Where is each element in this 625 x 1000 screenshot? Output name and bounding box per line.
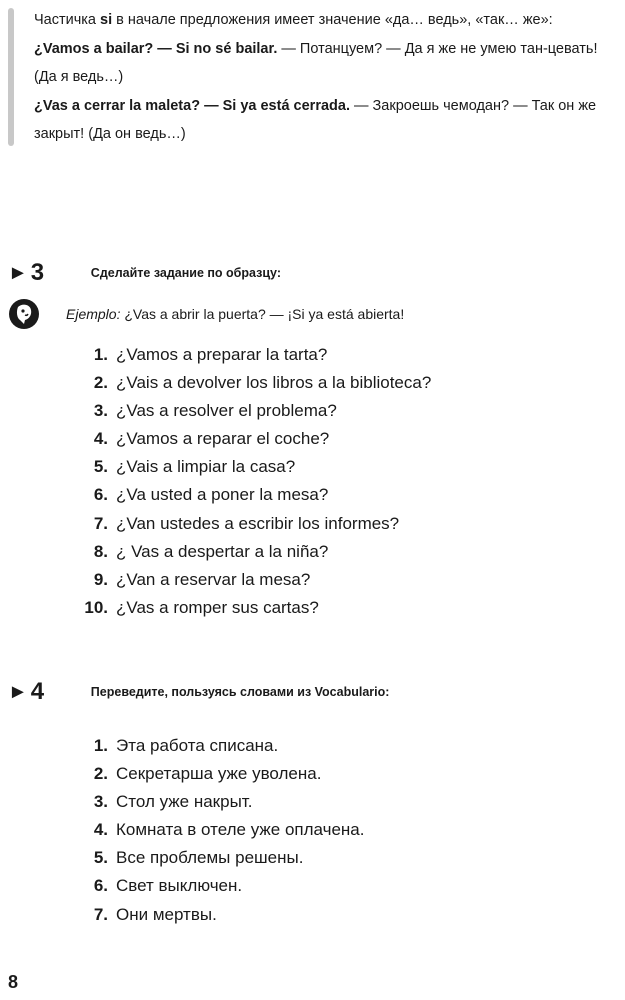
- play-arrow-icon: ►: [8, 262, 28, 284]
- list-item: 8. ¿ Vas a despertar a la niña?: [93, 541, 329, 561]
- rule-side-bar: [8, 8, 14, 146]
- exercise-4-header: [8, 680, 389, 704]
- list-item: 2. Секретарша уже уволена.: [93, 764, 322, 784]
- exercise-4-list: [68, 732, 364, 929]
- list-item: 1. ¿Vamos a preparar la tarta?: [93, 345, 328, 364]
- list-item: 5. ¿Vais a limpiar la casa?: [93, 457, 296, 477]
- list-item: 7. ¿Van ustedes a escribir los informes?: [93, 513, 400, 533]
- exercise-3-header: [8, 261, 281, 285]
- play-arrow-icon: ►: [8, 681, 28, 703]
- list-item: 10. ¿Vas a romper sus cartas?: [84, 597, 319, 617]
- rule-example-2: ¿Vas a cerrar la maleta? — Si ya está cerrada. — Закроешь чемодан? — Так он же закрыт! (Да он ведь…): [34, 97, 597, 142]
- list-item: 3. Стол уже накрыт.: [93, 792, 253, 812]
- rule-text: [34, 6, 608, 149]
- list-item: 4. Комната в отеле уже оплачена.: [93, 820, 365, 840]
- list-item: 4. ¿Vamos a reparar el coche?: [93, 429, 330, 449]
- grammar-rule-block: [8, 6, 608, 149]
- list-item: 9. ¿Van a reservar la mesa?: [93, 569, 311, 589]
- exercise-3-list: [68, 341, 431, 622]
- list-item: 2. ¿Vais a devolver los libros a la biblioteca?: [93, 373, 432, 393]
- list-item: 1. Эта работа списана.: [93, 736, 279, 755]
- list-item: 6. ¿Va usted a poner la mesa?: [93, 485, 329, 505]
- rule-line: Частичка si в начале предложения имеет значение «да… ведь», «так… же»:: [34, 12, 553, 28]
- page-number: 8: [8, 972, 19, 992]
- list-item: 5. Все проблемы решены.: [93, 848, 304, 868]
- exercise-instruction: Переведите, пользуясь словами из Vocabulario:: [90, 685, 390, 699]
- list-item: 7. Они мертвы.: [93, 904, 217, 924]
- exercise-instruction: Сделайте задание по образцу:: [90, 266, 281, 280]
- rule-example-1: ¿Vamos a bailar? — Si no sé bailar. — Потанцуем? — Да я же не умею тан-цевать! (Да я ведь…): [34, 40, 598, 85]
- example-text: Ejemplo: ¿Vas a abrir la puerta? — ¡Si ya está abierta!: [66, 306, 405, 322]
- exercise-number: 4: [30, 678, 45, 705]
- exercise-number: 3: [30, 259, 45, 286]
- list-item: 6. Свет выключен.: [93, 876, 243, 896]
- exercise-3-example: [8, 298, 404, 330]
- speaking-face-icon: [8, 298, 40, 330]
- list-item: 3. ¿Vas a resolver el problema?: [93, 401, 337, 421]
